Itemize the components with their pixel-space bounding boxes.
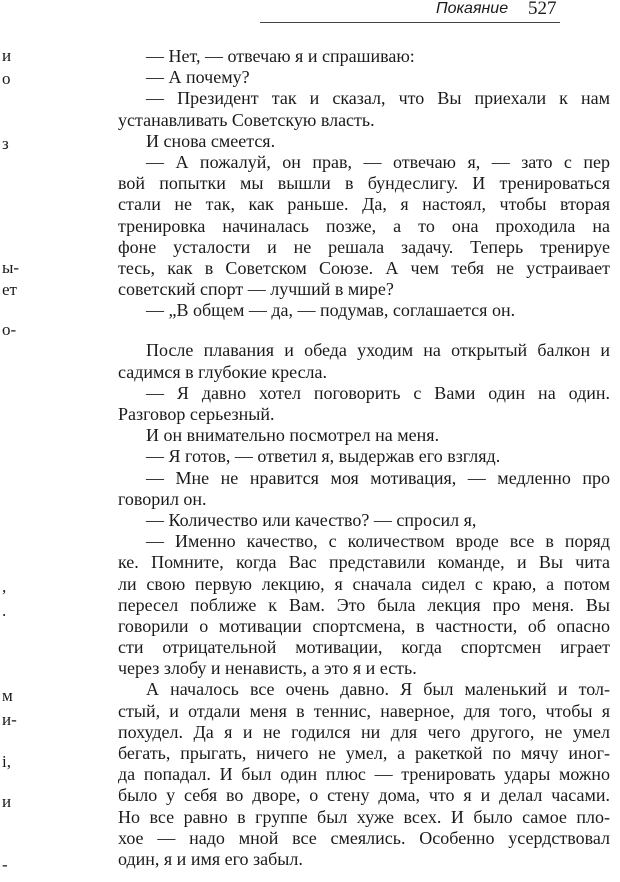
paragraph (118, 468, 610, 510)
text-line: ке. Помните, когда Вас представили команде, и Вы чита (118, 552, 610, 573)
margin-fragment: і, (2, 752, 11, 771)
text-line: тренировка начиналась позже, а то она проходила на (118, 215, 610, 236)
paragraph (118, 300, 610, 321)
text-line: да попадал. И был один плюс — тренировать удары можно (118, 764, 610, 785)
text-line: А началось все очень давно. Я был маленький и тол- (146, 679, 610, 700)
margin-fragment: ы- (2, 258, 20, 277)
margin-fragment: о (2, 69, 11, 88)
margin-fragment: и (2, 46, 12, 65)
paragraph (118, 446, 610, 467)
paragraph (118, 425, 610, 446)
text-line: И снова смеется. (146, 130, 276, 151)
text-line: устанавливать Советскую власть. (118, 109, 375, 130)
text-line: пересел поближе к Вам. Это была лекция про меня. Вы (118, 594, 610, 615)
paragraph (118, 531, 610, 679)
text-line: один, я и имя его забыл. (118, 848, 303, 869)
text-line: — А почему? (146, 67, 250, 88)
text-line: — А пожалуй, он прав, — отвечаю я, — зато с пер (146, 151, 610, 172)
text-line: — Количество или качество? — спросил я, (146, 509, 477, 530)
text-line: говорил он. (118, 488, 207, 509)
text-line: хое — надо мной все смеялись. Особенно усердствовал (118, 827, 610, 848)
text-line: После плавания и обеда уходим на открытый балкон и (146, 340, 610, 361)
margin-fragment: о- (2, 320, 17, 339)
text-line: — Именно качество, с количеством вроде все в поряд (146, 531, 610, 552)
text-line: бегать, прыгать, ничего не умел, а ракеткой по мячу иног- (118, 743, 610, 763)
paragraph (118, 131, 610, 152)
text-line: Но все равно в группе был хуже всех. И было самое пло- (118, 806, 610, 827)
margin-fragment: - (2, 855, 8, 874)
text-line: ли свою первую лекцию, я сначала сидел с краю, а потом (118, 573, 610, 594)
body-text (118, 46, 610, 870)
paragraph (118, 152, 610, 300)
text-line: — „В общем — да, — подумав, соглашается он. (146, 300, 516, 321)
paragraph (118, 340, 610, 382)
text-line: сти отрицательной мотивации, когда спортсмен играет (118, 637, 610, 658)
page-number: 527 (528, 0, 557, 19)
margin-fragment: ет (2, 280, 17, 299)
paragraph (118, 679, 610, 870)
text-line: — Я давно хотел поговорить с Вами один на один. (146, 382, 610, 403)
text-line: похудел. Да я и не годился ни для чего другого, не умел (118, 721, 610, 742)
running-title: Покаяние (436, 0, 509, 17)
text-line: садимся в глубокие кресла. (118, 361, 328, 382)
paragraph (118, 88, 610, 130)
margin-fragment: и (2, 792, 12, 811)
text-line: — Мне не нравится моя мотивация, — медленно про (146, 467, 610, 488)
text-line: говорили о мотивации спортсмена, в частности, об опасно (118, 615, 610, 636)
text-line: через злобу и ненависть, а это я и есть. (118, 658, 417, 679)
text-line: — Президент так и сказал, что Вы приехали к нам (146, 88, 610, 109)
header-rule (260, 22, 560, 23)
text-line: было у себя во дворе, о стену дома, что я и делал часами. (118, 785, 610, 806)
paragraph (118, 383, 610, 425)
margin-fragment: и- (2, 710, 17, 729)
margin-fragment: з (2, 134, 9, 153)
text-line: Разговор серьезный. (118, 404, 275, 424)
text-line: стый, и отдали меня в теннис, наверное, для того, чтобы я (118, 700, 610, 721)
margin-fragment: , (2, 577, 7, 596)
text-line: советский спорт — лучший в мире? (118, 279, 394, 300)
paragraph-gap (118, 321, 610, 340)
text-line: — Я готов, — ответил я, выдержав его взгляд. (146, 446, 501, 467)
paragraph (118, 67, 610, 88)
text-line: — Нет, — отвечаю я и спрашиваю: (146, 46, 415, 66)
text-line: фоне усталости и не решала задачу. Теперь тренируе (118, 236, 610, 257)
text-line: И он внимательно посмотрел на меня. (146, 425, 440, 446)
text-line: тесь, как в Советском Союзе. А чем тебя не устраивает (118, 257, 610, 278)
paragraph (118, 46, 610, 67)
text-line: вой попытки мы вышли в бундеслигу. И тренироваться (118, 173, 610, 194)
paragraph (118, 510, 610, 531)
text-line: стали не так, как раньше. Да, я настоял, чтобы вторая (118, 194, 610, 215)
margin-fragment: . (2, 601, 7, 620)
margin-fragment: м (2, 686, 13, 705)
